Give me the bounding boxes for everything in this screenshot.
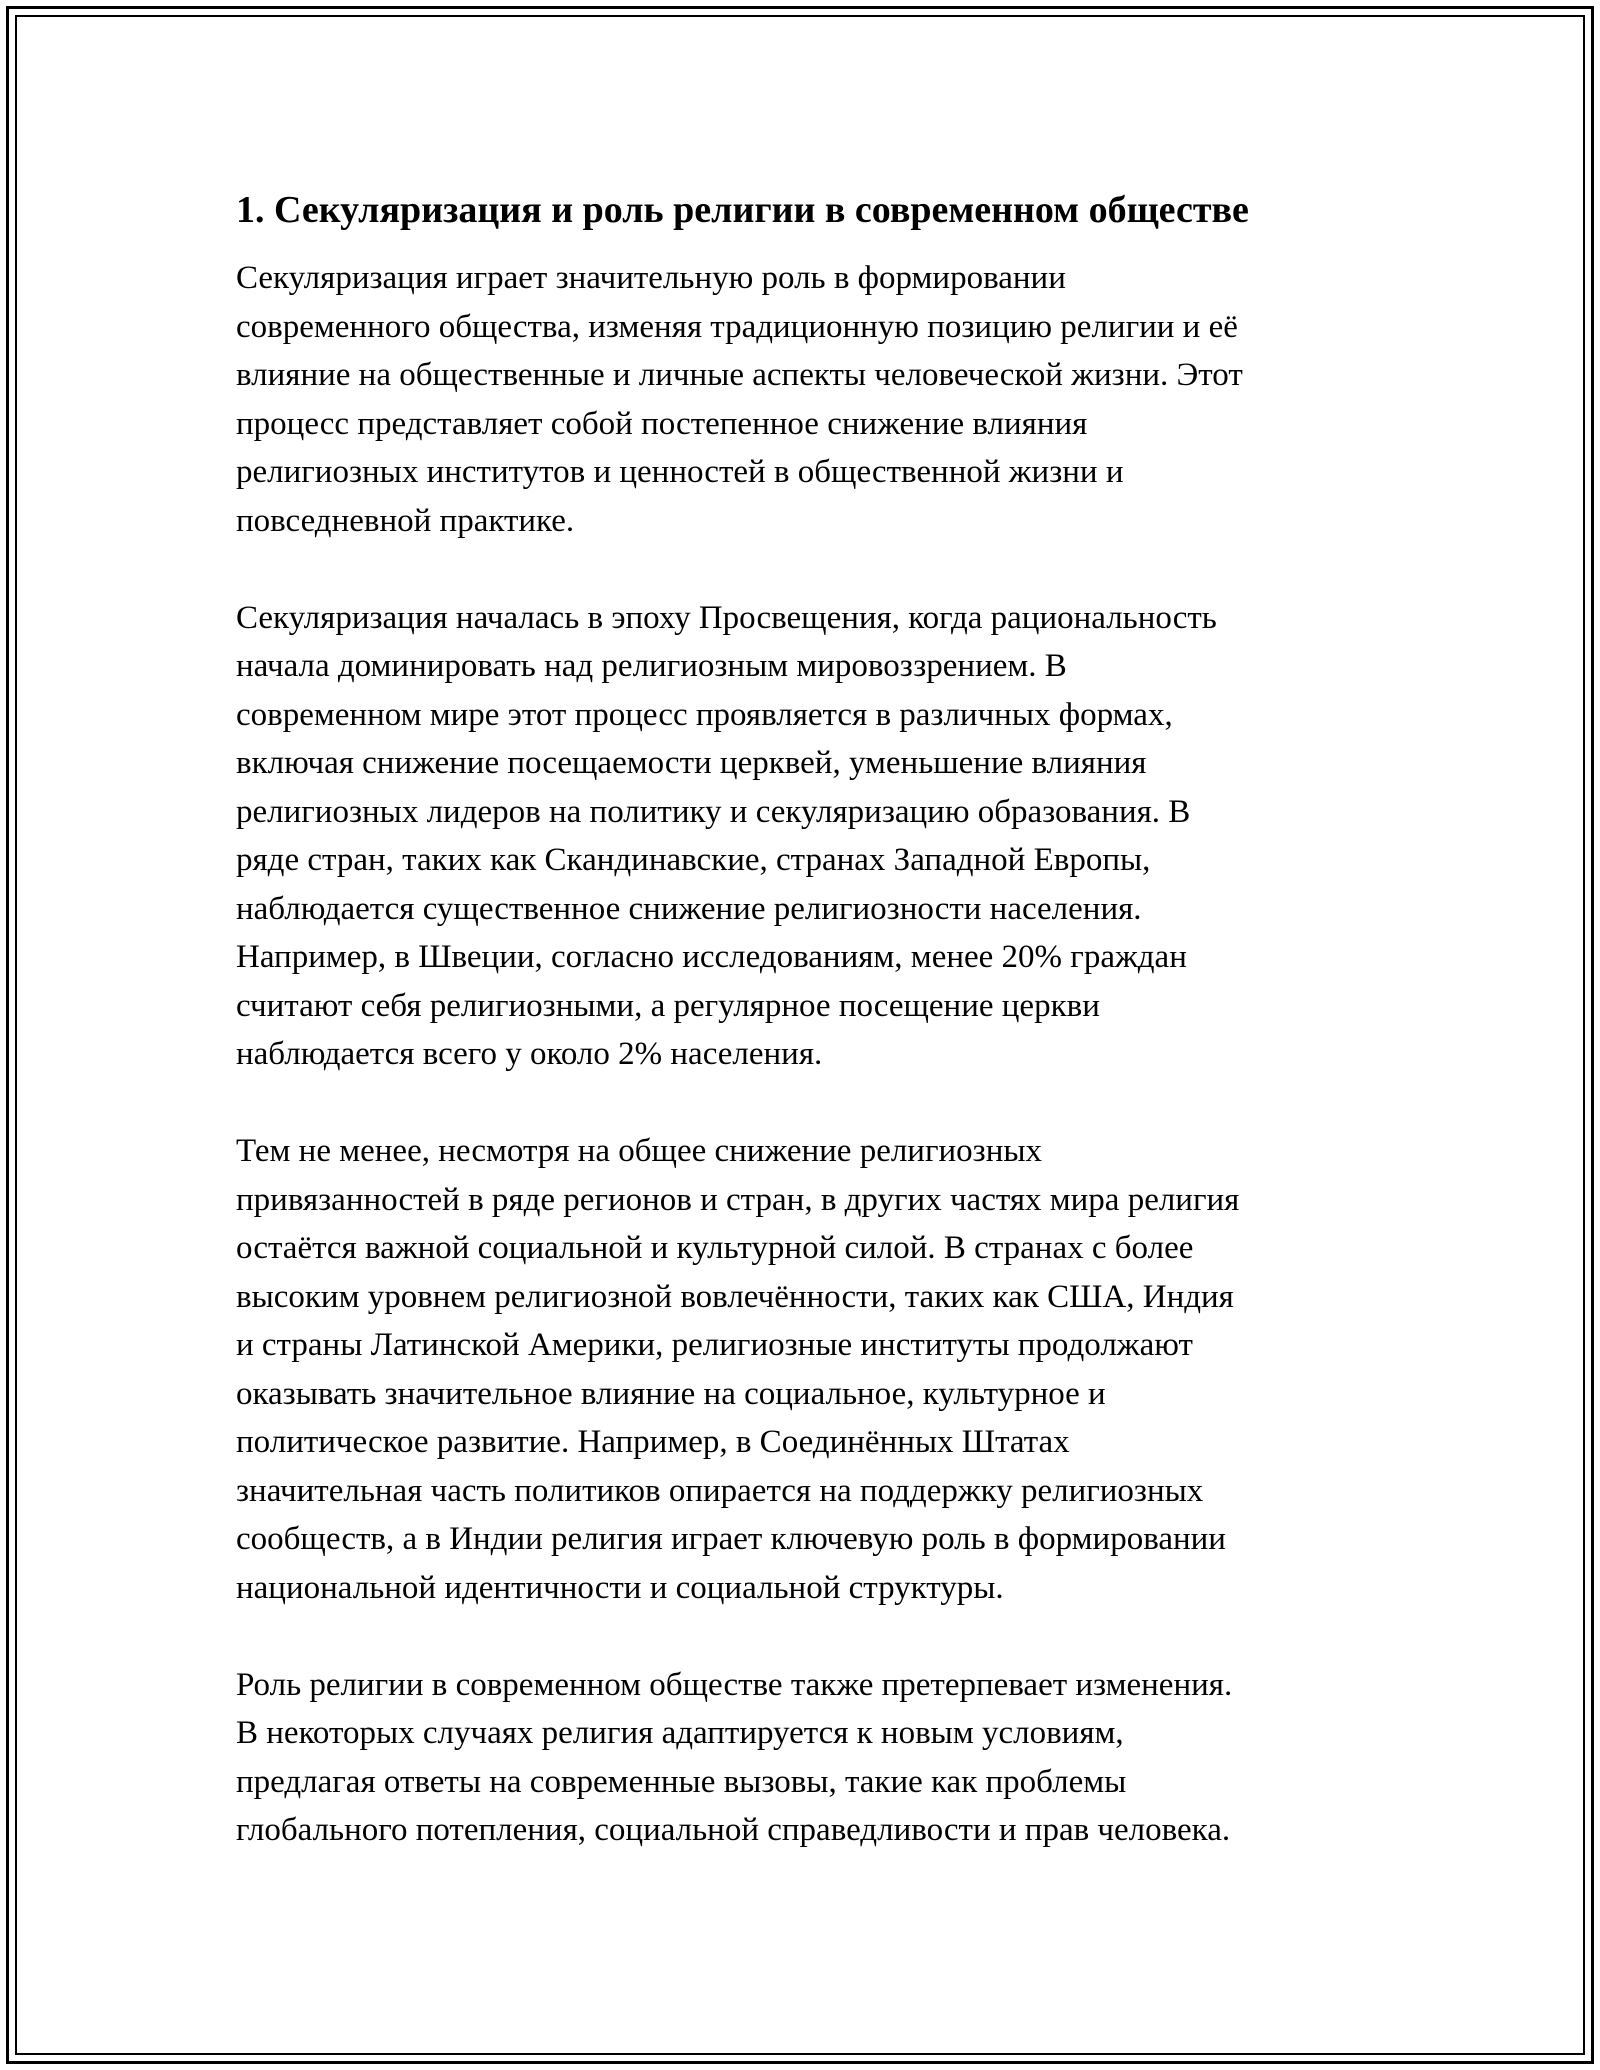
text-line: ряде стран, таких как Скандинавские, странах Западной Европы, <box>236 842 1151 878</box>
text-line: начала доминировать над религиозным мировоззрением. В <box>236 648 1067 684</box>
text-line: остаётся важной социальной и культурной силой. В странах с более <box>236 1230 1194 1266</box>
text-line: повседневной практике. <box>236 502 575 539</box>
text-line: Например, в Швеции, согласно исследованиям, менее 20% граждан <box>236 939 1187 975</box>
paragraph-3 <box>236 1127 1366 1612</box>
text-line: религиозных лидеров на политику и секуляризацию образования. В <box>236 793 1191 830</box>
section-title: 1. Секуляризация и роль религии в современном обществе <box>236 189 1249 231</box>
text-line: национальной идентичности и социальной структуры. <box>236 1569 1004 1606</box>
text-line: оказывать значительное влияние на социальное, культурное и <box>236 1375 1106 1412</box>
text-line: политическое развитие. Например, в Соединённых Штатах <box>236 1424 1070 1460</box>
text-line: религиозных институтов и ценностей в общественной жизни и <box>236 454 1124 490</box>
paragraph-1 <box>236 254 1366 545</box>
text-line: сообществ, а в Индии религия играет ключевую роль в формировании <box>236 1521 1226 1557</box>
text-line: глобального потепления, социальной справедливости и прав человека. <box>236 1812 1231 1848</box>
text-line: предлагая ответы на современные вызовы, такие как проблемы <box>236 1763 1127 1800</box>
text-line: наблюдается существенное снижение религиозности населения. <box>236 890 1142 927</box>
text-line: В некоторых случаях религия адаптируется к новым условиям, <box>236 1715 1124 1751</box>
text-line: высоким уровнем религиозной вовлечённости, таких как США, Индия <box>236 1278 1234 1315</box>
text-line: процесс представляет собой постепенное снижение влияния <box>236 405 1088 442</box>
text-line: современном мире этот процесс проявляется в различных формах, <box>236 696 1173 733</box>
text-line: считают себя религиозными, а регулярное посещение церкви <box>236 987 1100 1024</box>
text-line: и страны Латинской Америки, религиозные институты продолжают <box>236 1327 1193 1363</box>
text-line: наблюдается всего у около 2% населения. <box>236 1036 823 1072</box>
text-line: современного общества, изменяя традиционную позицию религии и её <box>236 308 1238 345</box>
text-line: Роль религии в современном обществе также претерпевает изменения. <box>236 1666 1233 1703</box>
text-line: привязанностей в ряде регионов и стран, в других частях мира религия <box>236 1181 1240 1218</box>
text-line: значительная часть политиков опирается на поддержку религиозных <box>236 1472 1204 1509</box>
document-body <box>236 186 1366 1855</box>
paragraph-4 <box>236 1661 1366 1855</box>
text-line: Тем не менее, несмотря на общее снижение религиозных <box>236 1133 1043 1169</box>
text-line: влияние на общественные и личные аспекты человеческой жизни. Этот <box>236 357 1243 393</box>
text-line: включая снижение посещаемости церквей, уменьшение влияния <box>236 745 1147 781</box>
paragraph-2 <box>236 594 1366 1079</box>
text-line: Секуляризация началась в эпоху Просвещения, когда рациональность <box>236 599 1217 636</box>
text-line: Секуляризация играет значительную роль в формировании <box>236 260 1066 296</box>
